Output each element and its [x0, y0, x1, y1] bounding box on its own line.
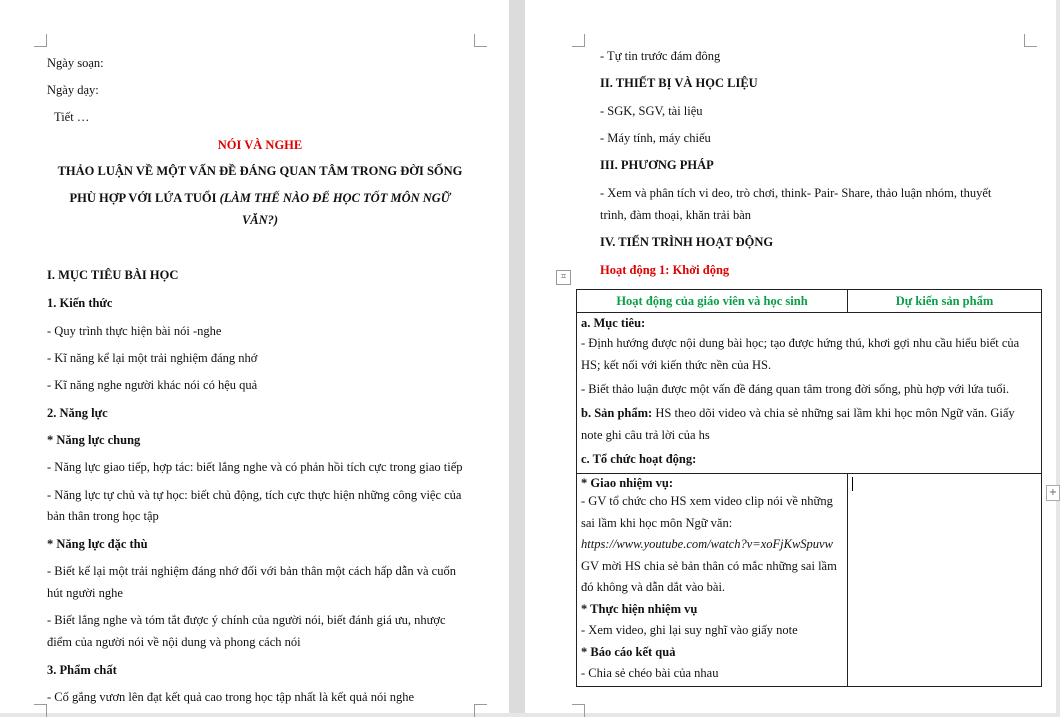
section-heading: II. THIẾT BỊ VÀ HỌC LIỆU [600, 76, 758, 90]
document-page-left [0, 0, 509, 713]
body-text: - Kĩ năng nghe người khác nói có hệu quả [47, 378, 258, 392]
table-row [577, 474, 1042, 687]
subsection-heading: 3. Phẩm chất [47, 663, 117, 677]
product-text: HS theo dõi video và chia sẻ những sai lầm khi học môn Ngữ văn. Giấy [652, 406, 1015, 420]
task-heading: * Thực hiện nhiệm vụ [581, 601, 698, 616]
table-row [577, 313, 1042, 474]
subsection-heading: * Năng lực chung [47, 433, 141, 447]
body-text: - Cố gắng vươn lên đạt kết quả cao trong học tập nhất là kết quả nói nghe [47, 690, 415, 704]
body-text: - SGK, SGV, tài liệu [600, 104, 703, 118]
table-add-column-icon[interactable]: + [1046, 485, 1060, 501]
date-taught: Ngày dạy: [47, 83, 99, 97]
table-cell[interactable] [577, 474, 848, 687]
video-link[interactable]: https://www.youtube.com/watch?v=xoFjKwSpuvw [581, 537, 833, 551]
body-text: - Biết kể lại một trải nghiệm đáng nhớ đối với bản thân một cách hấp dẫn và cuốn [47, 564, 456, 578]
table-cell[interactable] [577, 313, 1042, 474]
body-text: - Quy trình thực hiện bài nói -nghe [47, 324, 222, 338]
crop-mark [34, 704, 47, 717]
objective-line: - Biết thảo luận được một vấn đề đáng quan tâm trong đời sống, phù hợp với lứa tuổi. [581, 382, 1010, 396]
page-gap [509, 0, 525, 713]
body-text: - Xem và phân tích vi deo, trò chơi, think- Pair- Share, thảo luận nhóm, thuyết [600, 186, 992, 200]
crop-mark [572, 704, 585, 717]
body-text: trình, đàm thoại, khăn trải bàn [600, 208, 752, 222]
date-prepared: Ngày soạn: [47, 56, 104, 70]
table-move-handle-icon[interactable]: ⌗ [556, 270, 571, 285]
lesson-subtitle-2 [0, 189, 520, 207]
objective-line: - Định hướng được nội dung bài học; tạo được hứng thú, khơi gợi nhu cầu hiểu biết của [581, 336, 1020, 350]
subsection-heading: 1. Kiến thức [47, 296, 113, 310]
crop-mark [34, 34, 47, 47]
lesson-title: NÓI VÀ NGHE [217, 138, 303, 152]
text-cursor [852, 477, 853, 491]
product-label: b. Sản phẩm: [581, 406, 653, 420]
crop-mark [1024, 34, 1037, 47]
task-line: - Chia sẻ chéo bài của nhau [581, 666, 719, 680]
body-text: - Máy tính, máy chiếu [600, 131, 711, 145]
task-line: - GV tổ chức cho HS xem video clip nói về những [581, 494, 833, 508]
body-text: điểm của người nói về nội dung và phong cách nói [47, 635, 301, 649]
task-line: sai lầm khi học môn Ngữ văn: [581, 515, 733, 530]
lesson-subtitle-1: THẢO LUẬN VỀ MỘT VẤN ĐỀ ĐÁNG QUAN TÂM TRONG ĐỜI SỐNG [57, 164, 463, 178]
body-text: bản thân trong học tập [47, 509, 159, 523]
task-line: đó không và dẫn dắt vào bài. [581, 580, 726, 594]
subsection-heading: * Năng lực đặc thù [47, 537, 148, 551]
table-cell-expected-product[interactable] [848, 474, 1042, 687]
table-header-cell: Dự kiến sản phẩm [848, 290, 1042, 313]
crop-mark [572, 34, 585, 47]
body-text: hút người nghe [47, 586, 123, 600]
table-header-row [577, 290, 1042, 313]
product-line: note ghi câu trả lời của hs [581, 428, 710, 442]
section-heading: IV. TIẾN TRÌNH HOẠT ĐỘNG [600, 235, 774, 249]
body-text: - Kĩ năng kể lại một trải nghiệm đáng nhớ [47, 351, 258, 365]
subsection-heading: 2. Năng lực [47, 406, 108, 420]
task-line: - Xem video, ghi lại suy nghĩ vào giấy note [581, 623, 798, 637]
objective-label: a. Mục tiêu: [581, 316, 646, 330]
section-heading: III. PHƯƠNG PHÁP [600, 158, 714, 172]
task-heading: * Giao nhiệm vụ: [581, 476, 674, 490]
crop-mark [474, 704, 487, 717]
activity-table [576, 289, 1042, 687]
task-heading: * Báo cáo kết quả [581, 644, 676, 659]
subtitle-part: PHÙ HỢP VỚI LỨA TUỔI [69, 191, 217, 205]
table-header-cell: Hoạt động của giáo viên và học sinh [577, 290, 848, 313]
task-line: GV mời HS chia sẻ bản thân có mắc những sai lầm [581, 558, 837, 573]
document-page-right [525, 0, 1056, 713]
crop-mark [474, 34, 487, 47]
product-line [581, 402, 1037, 424]
organization-label: c. Tổ chức hoạt động: [581, 452, 697, 466]
body-text: - Năng lực giao tiếp, hợp tác: biết lắng nghe và có phản hồi tích cực trong giao tiếp [47, 460, 463, 474]
section-heading: I. MỤC TIÊU BÀI HỌC [47, 268, 179, 282]
subtitle-italic: (LÀM THẾ NÀO ĐỂ HỌC TỐT MÔN NGỮ [219, 191, 451, 205]
activity-heading: Hoạt động 1: Khởi động [600, 263, 730, 277]
body-text: - Tự tin trước đám đông [600, 49, 721, 63]
lesson-subtitle-3: VĂN?) [241, 213, 279, 227]
body-text: - Biết lắng nghe và tóm tắt được ý chính của người nói, biết đánh giá ưu, nhược [47, 613, 446, 627]
objective-line: HS; kết nối với kiến thức nền của HS. [581, 358, 772, 372]
body-text: - Năng lực tự chủ và tự học: biết chủ động, tích cực thực hiện những công việc của [47, 488, 462, 502]
lesson-period: Tiết … [54, 110, 90, 124]
